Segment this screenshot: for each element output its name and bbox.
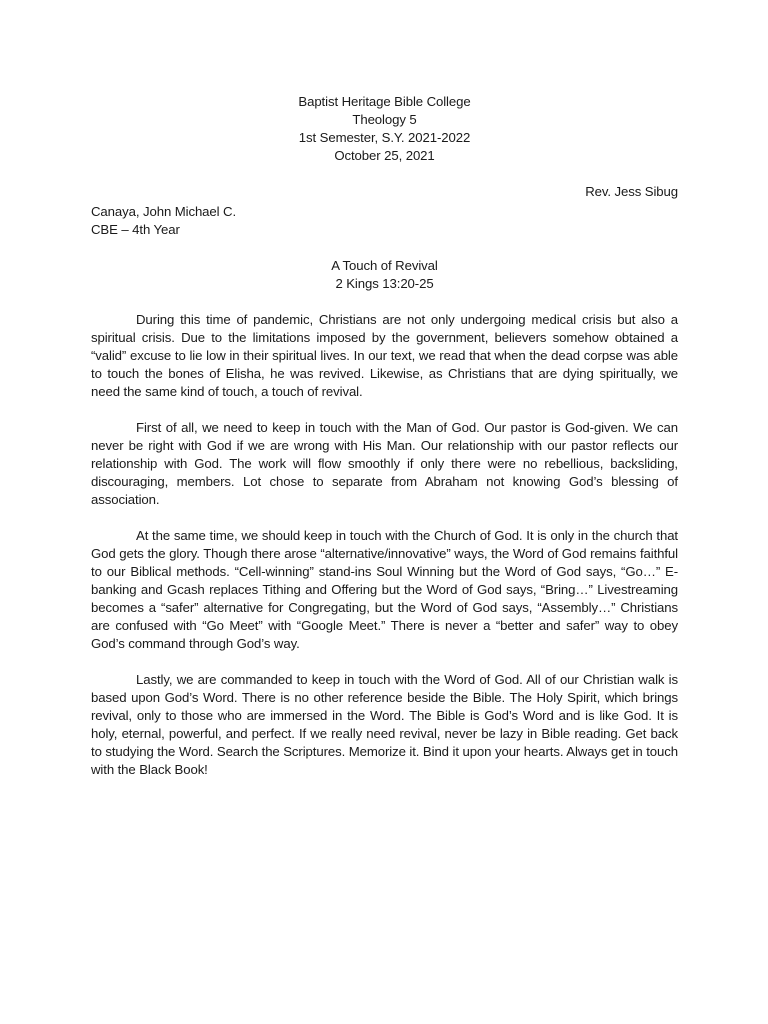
document-header <box>91 93 678 165</box>
course-name: Theology 5 <box>352 112 417 127</box>
paragraph-man-of-god: First of all, we need to keep in touch with the Man of God. Our pastor is God-given. We can never be right with God if we are wrong with His Man. Our relationship with our pastor reflects our relationship with God. The work will flow smoothly if only there were no rebellious, backsliding, discouraging, members. Lot chose to separate from Abraham not knowing God’s blessing of association. <box>91 420 678 507</box>
semester-line: 1st Semester, S.Y. 2021-2022 <box>298 130 471 145</box>
essay-title: A Touch of Revival <box>331 258 438 273</box>
paragraph-intro: During this time of pandemic, Christians are not only undergoing medical crisis but also a spiritual crisis. Due to the limitations imposed by the government, believers somehow obtained a “valid” excuse to lie low in their spiritual lives. In our text, we read that when the dead corpse was able to touch the bones of Elisha, he was revived. Likewise, as Christians that are dying spiritually, we need the same kind of touch, a touch of revival. <box>91 312 678 399</box>
school-name: Baptist Heritage Bible College <box>298 94 471 109</box>
document-date: October 25, 2021 <box>334 148 435 163</box>
scripture-reference: 2 Kings 13:20-25 <box>335 276 434 291</box>
document-content <box>91 93 678 779</box>
paragraph-church-of-god: At the same time, we should keep in touch with the Church of God. It is only in the church that God gets the glory. Though there arose “alternative/innovative” ways, the Word of God remains faithful to our Biblical methods. “Cell-winning” stand-ins Soul Winning but the Word of God says, “Go…” E-banking and Gcash replaces Tithing and Offering but the Word of God says, “Bring…” Livestreaming becomes a “safer” alternative for Congregating, but the Word of God says, “Assembly…” Christians are confused with “Go Meet” with “Google Meet.” There is never a “better and safer” way to obey God’s command through God’s way. <box>91 528 678 651</box>
student-name: Canaya, John Michael C. <box>91 204 237 219</box>
essay-title-block <box>91 257 678 293</box>
student-program: CBE – 4th Year <box>91 222 180 237</box>
paragraph-word-of-god: Lastly, we are commanded to keep in touch with the Word of God. All of our Christian walk is based upon God’s Word. There is no other reference beside the Bible. The Holy Spirit, which brings revival, only to those who are immersed in the Word. The Bible is God’s Word and is like God. It is holy, eternal, powerful, and perfect. If we really need revival, never be lazy in Bible reading. Get back to studying the Word. Search the Scriptures. Memorize it. Bind it upon your hearts. Always get in touch with the Black Book! <box>91 672 678 777</box>
student-info <box>91 203 678 239</box>
instructor-name: Rev. Jess Sibug <box>585 184 678 199</box>
